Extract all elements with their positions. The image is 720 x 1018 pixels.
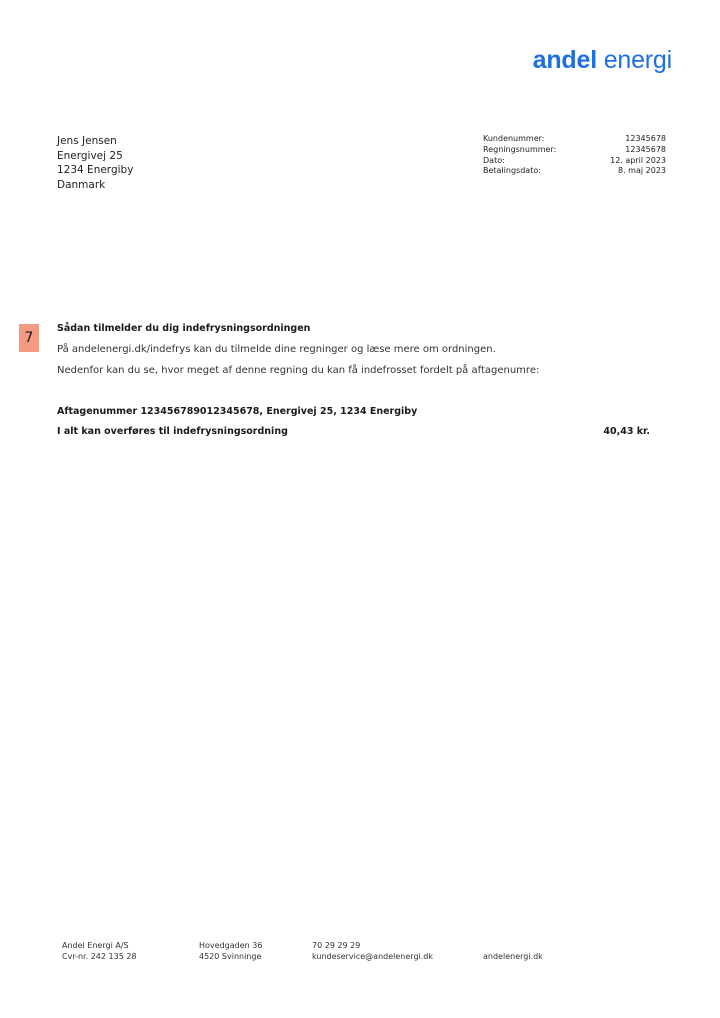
footer-phone: 70 29 29 29 xyxy=(312,941,361,950)
meta-row-customer-number xyxy=(483,134,666,145)
andel-energi-logo xyxy=(533,46,672,75)
meta-label: Regningsnummer: xyxy=(483,144,557,154)
section-paragraph-2: Nedenfor kan du se, hvor meget af denne regning du kan få indefrosset fordelt på aftagenumre: xyxy=(57,365,540,376)
recipient-country: Danmark xyxy=(57,178,106,191)
meta-label: Betalingsdato: xyxy=(483,166,541,176)
footer-street: Hovedgaden 36 xyxy=(199,941,263,950)
footer-address-block xyxy=(199,940,262,962)
footer-website-block xyxy=(483,940,543,962)
recipient-address xyxy=(57,134,133,192)
footer-cvr: Cvr-nr. 242 135 28 xyxy=(62,952,137,961)
footer-contact-block xyxy=(312,940,433,962)
section-paragraph-1: På andelenergi.dk/indefrys kan du tilmelde dine regninger og læse mere om ordningen. xyxy=(57,344,496,355)
meta-value: 8. maj 2023 xyxy=(618,166,666,176)
meta-value: 12. april 2023 xyxy=(610,155,666,165)
meter-line: Aftagenummer 123456789012345678, Energivej 25, 1234 Energiby xyxy=(57,406,418,417)
meta-row-payment-date xyxy=(483,166,666,177)
meta-label: Dato: xyxy=(483,155,505,165)
recipient-street: Energivej 25 xyxy=(57,149,123,162)
footer-company: Andel Energi A/S xyxy=(62,941,129,950)
total-label: I alt kan overføres til indefrysningsordning xyxy=(57,426,288,437)
section-heading: Sådan tilmelder du dig indefrysningsordningen xyxy=(57,323,311,334)
recipient-name: Jens Jensen xyxy=(57,135,117,147)
footer-email[interactable]: kundeservice@andelenergi.dk xyxy=(312,952,433,961)
meta-row-invoice-number xyxy=(483,145,666,156)
footer-city: 4520 Svinninge xyxy=(199,952,262,961)
footer-company-block xyxy=(62,940,137,962)
logo-brand-light: energi xyxy=(596,46,672,74)
meta-row-date xyxy=(483,156,666,167)
meta-label: Kundenummer: xyxy=(483,134,545,143)
logo-brand-bold: andel xyxy=(532,46,597,74)
recipient-city: 1234 Energiby xyxy=(57,164,134,176)
meta-value: 12345678 xyxy=(625,134,666,143)
section-number-badge: 7 xyxy=(19,324,39,352)
meta-value: 12345678 xyxy=(625,144,666,154)
total-amount: 40,43 kr. xyxy=(603,426,650,437)
invoice-meta xyxy=(483,134,666,177)
footer-website[interactable]: andelenergi.dk xyxy=(483,952,543,961)
